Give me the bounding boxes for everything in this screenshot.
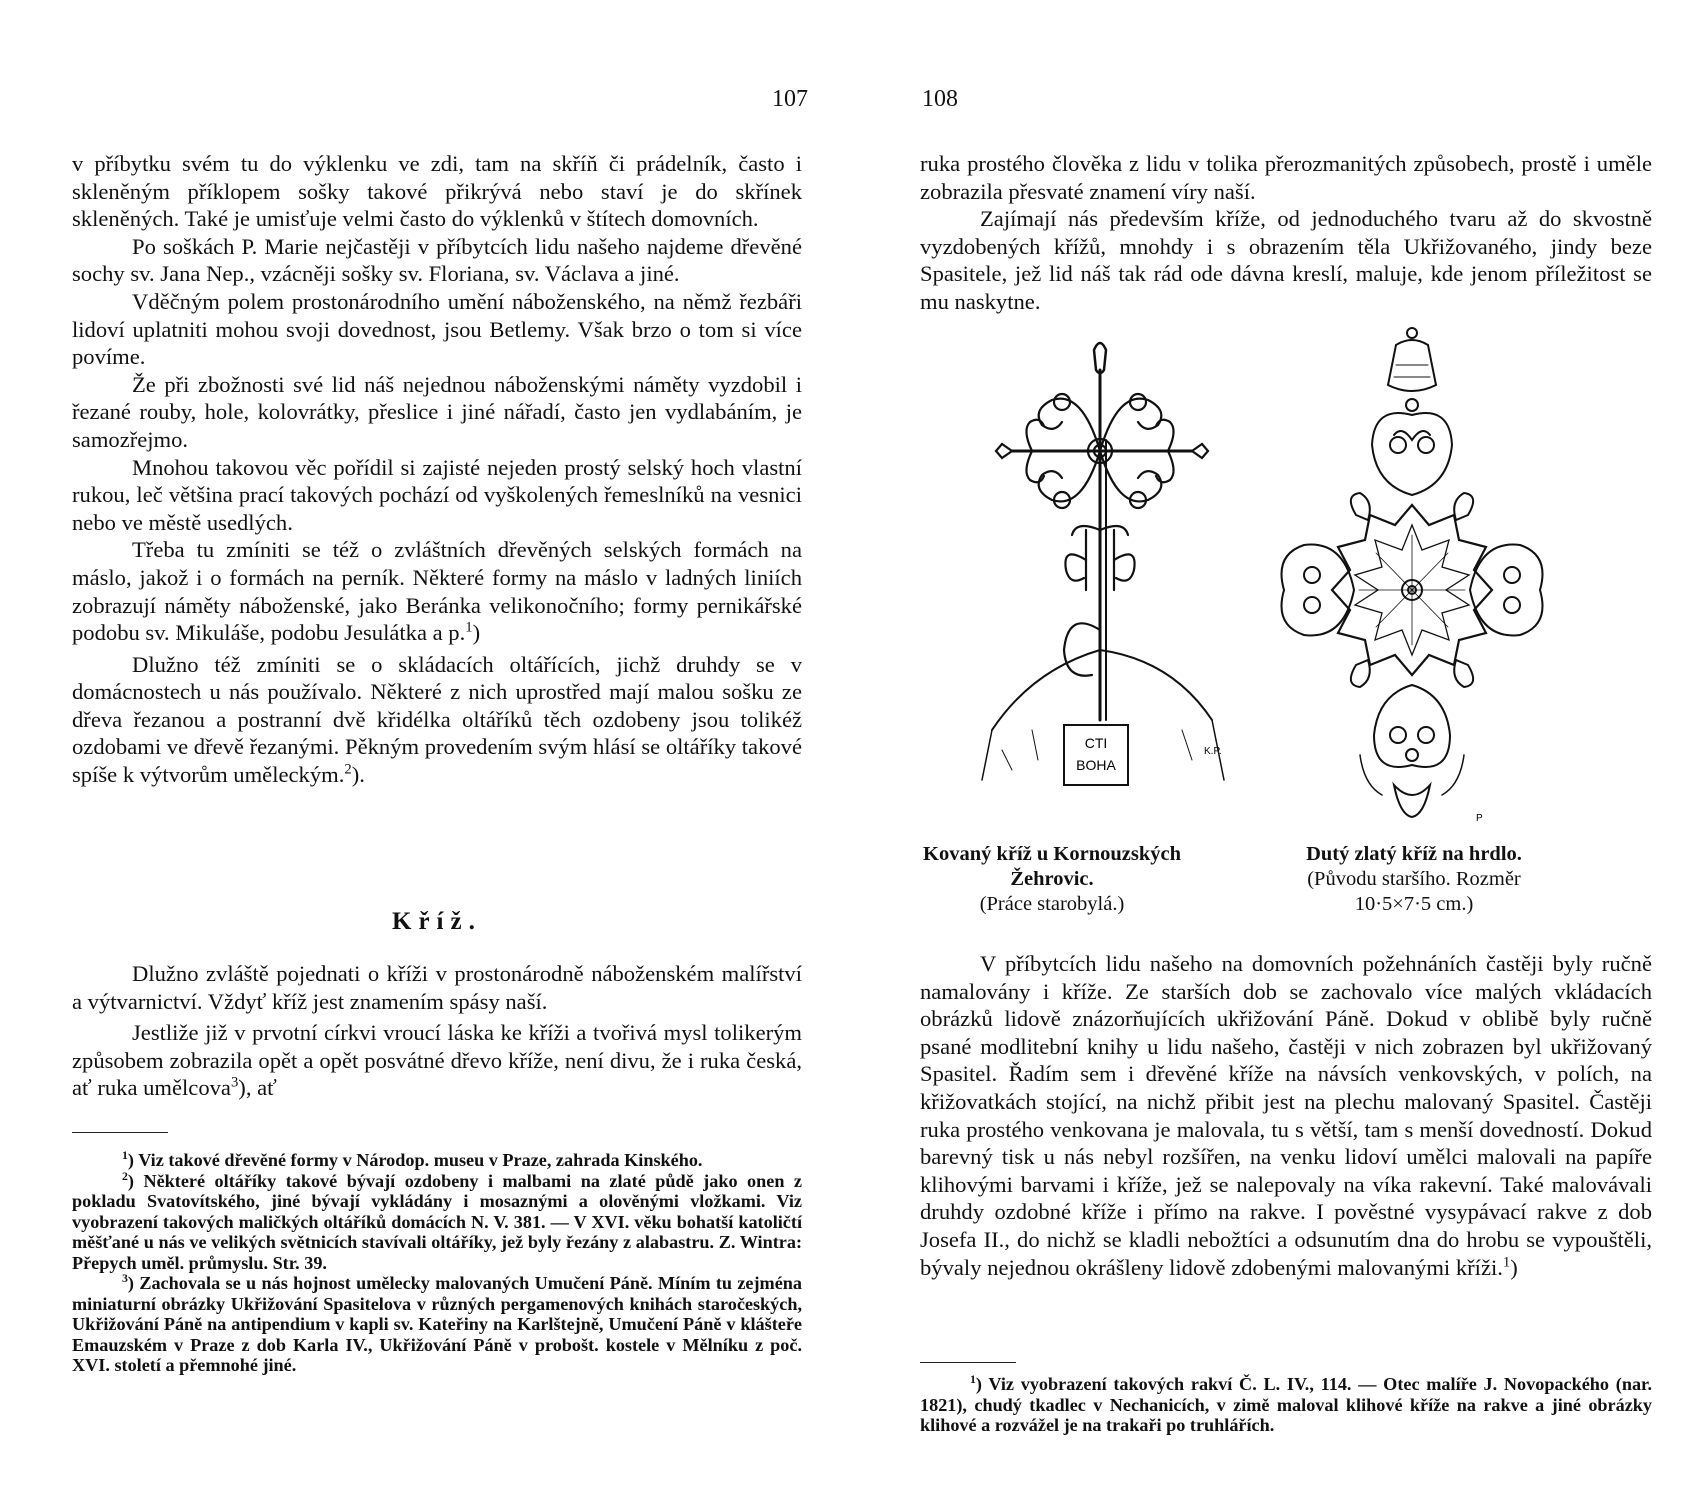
body-text — [920, 150, 1652, 316]
paragraph: Mnohou takovou věc pořídil si zajisté nejeden prostý selský hoch vlastní rukou, leč většina prací takových pochází od vyškolených řemeslníků na vesnici nebo ve městě usedlých. — [72, 454, 802, 535]
footnote — [920, 1371, 1652, 1436]
section-heading: Kříž. — [392, 908, 482, 935]
plaque-line: CTI — [1084, 735, 1108, 751]
page-number: 107 — [772, 86, 808, 112]
plaque — [1064, 725, 1128, 785]
paragraph: v příbytku svém tu do výklenku ve zdi, tam na skříň či prádelník, často i skleněným příklopem sošky takové přikrývá nebo staví je do skřínek skleněných. Také je umisťuje velmi často do výklenků v štítech domovních. — [72, 151, 802, 232]
footnote-number: 3 — [122, 1270, 128, 1285]
footnote-divider — [920, 1362, 1016, 1363]
artist-signature: K.P. — [1204, 746, 1222, 757]
paragraph — [72, 1019, 802, 1102]
footnote-ref: 1 — [1502, 1254, 1511, 1270]
paragraph — [72, 651, 802, 789]
footnote-text: ) Viz takové dřevěné formy v Národop. museu v Praze, zahrada Kinského. — [127, 1150, 703, 1170]
footnote-text: ) Zachovala se u nás hojnost umělecky malovaných Umučení Páně. Míním tu zejména miniaturní obrázky Ukřižování Spasitelova v různých pergamenových knihách staročeských, Ukřižování Páně na antipendium v kapli sv. Kateřiny na Karlštejně, Umučení Páně v klášteře Emauzském v Praze z dob Karla IV., Ukřižování Páně v probošt. kostele v Mělníku z poč. XVI. století a přemnohé jiné. — [72, 1273, 802, 1375]
footnote-text: ) Některé oltáříky takové bývají ozdobeny i malbami na zlaté půdě jako onen z pokladu Svatovítského, jiné bývají vykládány i mosaznými a olověnými vložkami. Viz vyobrazení takových maličkých oltáříků domácích N. V. 381. — V XVI. věku bohatší katoličtí měšťané u nás ve velikých světnicích stavívali oltáříky, jež byly řezány z alabastru. Z. Wintra: Přepych uměl. průmyslu. Str. 39. — [72, 1170, 802, 1273]
paragraph — [920, 950, 1652, 1281]
artist-signature: P — [1476, 813, 1483, 824]
footnotes — [920, 1371, 1652, 1436]
footnote — [72, 1147, 802, 1171]
caption-title: Dutý zlatý kříž na hrdlo. — [1306, 843, 1522, 865]
wrought-iron-cross-illustration — [972, 330, 1252, 840]
footnote-ref-close: ) — [1510, 1254, 1518, 1280]
caption-title: Kovaný kříž u Kornouzských — [923, 843, 1181, 865]
caption-note: (Práce starobylá.) — [979, 893, 1125, 915]
footnote — [72, 1270, 802, 1376]
body-text — [72, 960, 802, 1102]
footnote-number: 1 — [122, 1147, 128, 1162]
body-text — [72, 150, 802, 789]
footnote-ref: 2 — [344, 761, 352, 778]
page-number: 108 — [922, 86, 958, 112]
footnote-text: ) Viz vyobrazení takových rakví Č. L. IV., 114. — Otec malíře J. Novopackého (nar. 1821), chudý tkadlec v Nechanicích, v zimě maloval klihové kříže na rakve a jiné obrázky klihové a rozvážel je na trakaři po truhlářích. — [920, 1374, 1652, 1435]
paragraph — [72, 536, 802, 646]
footnote-ref-close: ) — [472, 620, 481, 646]
paragraph: Vděčným polem prostonárodního umění náboženského, na němž řezbáři lidoví uplatniti mohou svoji dovednost, jsou Betlemy. Však brzo o tom si více povíme. — [72, 288, 802, 370]
golden-pendant-cross-illustration — [1264, 325, 1560, 835]
paragraph-text: Třeba tu zmíniti se též o zvláštních dřevěných selských formách na máslo, jakož i o formách na perník. Některé formy na máslo v ladných liniích zobrazují náměty náboženské, jako Beránka velikonočního; formy pernikářské podobu sv. Mikuláše, podobu Jesulátka a p. — [72, 537, 802, 646]
paragraph-text: Dlužno též zmíniti se o skládacích oltářících, jichž druhdy se v domácnostech u nás používalo. Některé z nich uprostřed mají malou sošku ze dřeva řezanou a postranní dvě křidélka oltáříků těch ozdobeny jsou tolikéž ozdobami ve dřevě řezanými. Pěkným provedením svým hlásí se oltáříky takové spíše k výtvorům uměleckým. — [72, 651, 802, 788]
paragraph: Že při zbožnosti své lid náš nejednou náboženskými náměty vyzdobil i řezané rouby, hole, kolovrátky, přeslice i jiné nářadí, často jen vydlabáním, je samozřejmo. — [72, 371, 802, 452]
paragraph: ruka prostého člověka z lidu v tolika přerozmanitých způsobech, prostě i uměle zobrazila přesvaté znamení víry naší. — [920, 151, 1652, 204]
plaque-line: BOHA — [1076, 757, 1116, 773]
footnote-divider — [72, 1132, 168, 1133]
footnote-number: 1 — [970, 1371, 976, 1386]
paragraph-text: V příbytcích lidu našeho na domovních požehnáních častěji byly ručně namalovány i kříže. Ze starších dob se zachovalo více malých vkládacích obrázků lidově znázorňujících ukřižování Páně. Dokud v oblibě byly ručně psané modlitební knihy u lidu našeho, častěji v nich zobrazen byl ukřižovaný Spasitel. Řadím sem i dřevěné kříže na návsích venkovských, v polích, na křižovatkách stojící, na nichž přibit jest na plechu malovaný Spasitel. Častěji ruka prostého venkovana je malovala, tu s větší, tam s menší dovedností. Dokud barevný tisk u nás nebyl rozšířen, na venku lidoví umělci malovali na papíře klihovými barvami i kříže, jež se nalepovaly na víka rakevní. Také malovávali druhdy ozdobné kříže i přímo na rakve. I pověstné vysypávací rakve z dob Josefa II., do nichž se kladli nebožtíci a odsunutím dna do hrobu se vypouštěli, bývaly nejednou okrášleny lidově zdobenými malovanými kříži. — [920, 951, 1652, 1280]
body-text — [920, 950, 1652, 1281]
figure-caption — [872, 842, 1232, 917]
paragraph: Dlužno zvláště pojednati o kříži v prostonárodně náboženském malířství a výtvarnictví. Vždyť kříž jest znamením spásy naší. — [72, 961, 802, 1014]
paragraph-text: ), ať — [238, 1075, 277, 1101]
right-page — [852, 0, 1704, 1500]
footnote-ref-close: ). — [351, 762, 365, 788]
paragraph: Zajímají nás především kříže, od jednoduchého tvaru až do skvostně vyzdobených křížů, mnohdy i s obrazením těla Ukřižovaného, jindy beze Spasitele, jež lid náš tak rád ode dávna kreslí, maluje, kde jenom příležitost se mu naskytne. — [920, 206, 1652, 314]
footnote — [72, 1168, 802, 1274]
footnote-ref: 3 — [230, 1074, 239, 1091]
caption-note: 10·5×7·5 cm.) — [1354, 893, 1474, 915]
figure-caption — [1264, 842, 1564, 917]
footnote-ref: 1 — [465, 619, 473, 636]
paragraph-text: Jestliže již v prvotní církvi vroucí láska ke kříži a tvořivá mysl tolikerým způsobem zobrazila opět a opět posvátné dřevo kříže, není divu, že i ruka česká, ať ruka umělcova — [72, 1020, 802, 1101]
footnotes — [72, 1147, 802, 1376]
caption-note: (Původu staršího. Rozměr — [1307, 868, 1521, 890]
footnote-number: 2 — [122, 1168, 128, 1183]
caption-title: Žehrovic. — [1010, 868, 1094, 890]
paragraph: Po soškách P. Marie nejčastěji v příbytcích lidu našeho najdeme dřevěné sochy sv. Jana Nep., vzácněji sošky sv. Floriana, sv. Václava a jiné. — [72, 233, 802, 287]
